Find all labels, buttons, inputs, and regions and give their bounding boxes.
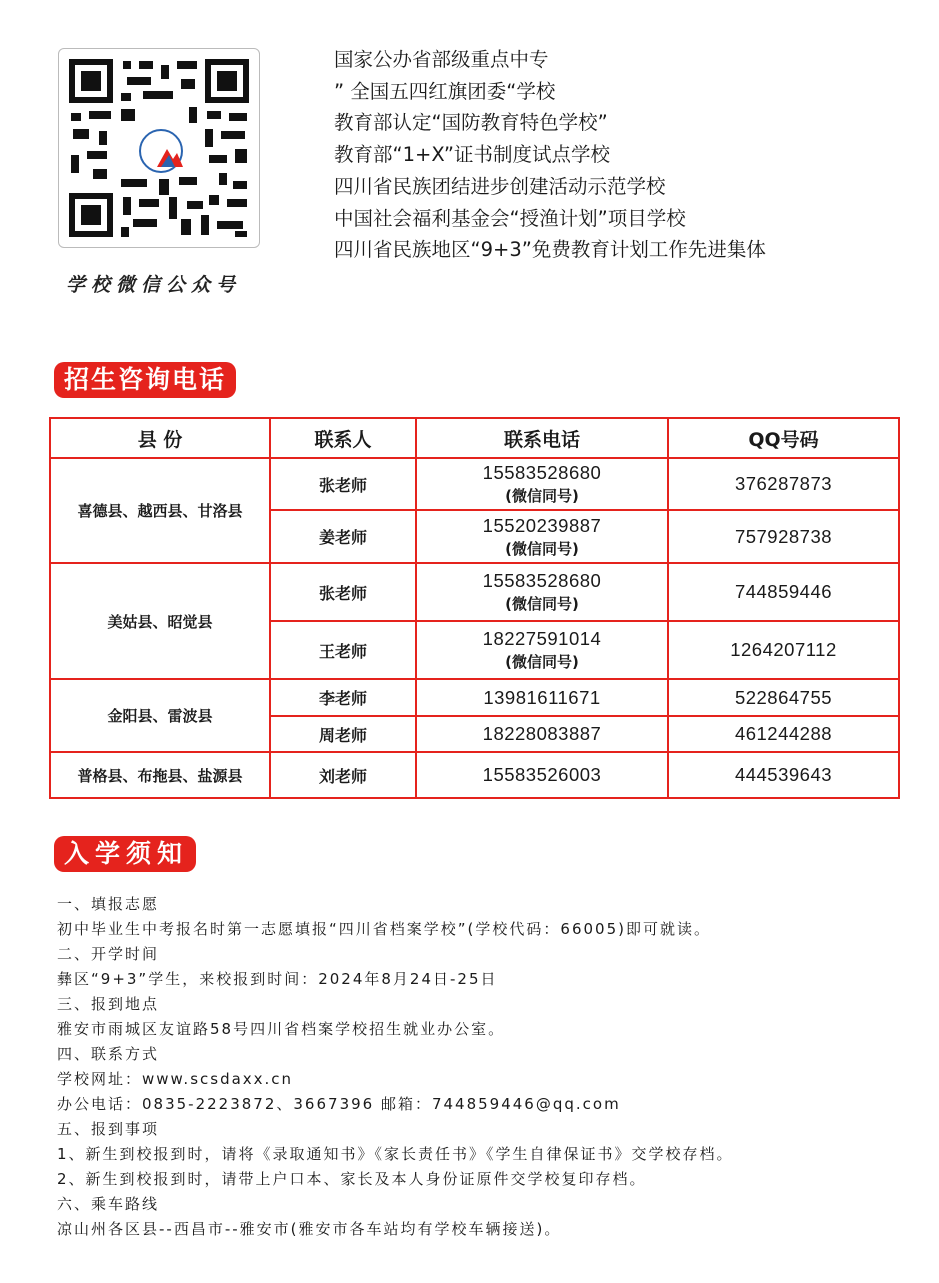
notice-heading: 二、开学时间 <box>57 945 160 963</box>
honor-item: 教育部“1+X”证书制度试点学校 <box>334 143 611 167</box>
honor-item: 中国社会福利基金会“授渔计划”项目学校 <box>334 206 686 230</box>
person-cell: 姜老师 <box>270 510 416 563</box>
county-cell: 普格县、布拖县、盐源县 <box>50 752 270 798</box>
honor-item: 教育部认定“国防教育特色学校” <box>334 111 608 135</box>
header-county: 县 份 <box>50 418 270 458</box>
school-honors-list <box>334 44 766 266</box>
person-cell: 张老师 <box>270 458 416 510</box>
notice-text: 2、新生到校报到时，请带上户口本、家长及本人身份证原件交学校复印存档。 <box>57 1170 647 1188</box>
qq-cell: 1264207112 <box>668 621 899 679</box>
phone-cell <box>416 510 668 563</box>
notice-text: 凉山州各区县--西昌市--雅安市(雅安市各车站均有学校车辆接送)。 <box>57 1220 562 1238</box>
qq-cell: 444539643 <box>668 752 899 798</box>
phone-number[interactable]: 18227591014 <box>482 628 602 649</box>
wechat-note: (微信同号) <box>505 487 579 505</box>
notice-text: 雅安市雨城区友谊路58号四川省档案学校招生就业办公室。 <box>57 1020 506 1038</box>
phone-cell <box>416 716 668 752</box>
school-logo-icon <box>139 129 183 173</box>
table-row <box>50 563 899 621</box>
phone-cell <box>416 752 668 798</box>
school-website-text[interactable]: 学校网址：www.scsdaxx.cn <box>57 1070 294 1088</box>
notice-text: 1、新生到校报到时，请将《录取通知书》《家长责任书》《学生自律保证书》交学校存档。 <box>57 1145 734 1163</box>
notice-heading: 四、联系方式 <box>57 1045 160 1063</box>
wechat-qr-code[interactable] <box>58 48 260 248</box>
notice-text: 初中毕业生中考报名时第一志愿填报“四川省档案学校”(学校代码：66005)即可就读。 <box>57 920 711 938</box>
notice-heading: 五、报到事项 <box>57 1120 160 1138</box>
phone-number[interactable]: 15583528680 <box>482 462 602 483</box>
phone-number[interactable]: 15583528680 <box>482 570 602 591</box>
qq-cell: 461244288 <box>668 716 899 752</box>
phone-cell <box>416 621 668 679</box>
person-cell: 刘老师 <box>270 752 416 798</box>
phone-number[interactable]: 18228083887 <box>482 723 602 744</box>
phone-cell <box>416 679 668 716</box>
qq-cell: 376287873 <box>668 458 899 510</box>
contact-table-wrapper <box>49 417 898 799</box>
header-qq: QQ号码 <box>668 418 899 458</box>
phone-number[interactable]: 13981611671 <box>483 686 601 708</box>
contact-table <box>49 417 900 799</box>
honor-item: ” 全国五四红旗团委“学校 <box>334 79 556 103</box>
qq-cell: 757928738 <box>668 510 899 563</box>
table-header-row <box>50 418 899 458</box>
notice-heading: 六、乘车路线 <box>57 1195 160 1213</box>
county-cell: 金阳县、雷波县 <box>50 679 270 752</box>
qr-caption: 学校微信公众号 <box>66 274 242 296</box>
honor-item: 国家公办省部级重点中专 <box>334 48 549 71</box>
phone-number[interactable]: 15520239887 <box>482 514 602 536</box>
person-cell: 李老师 <box>270 679 416 716</box>
notice-heading: 一、填报志愿 <box>57 895 160 913</box>
wechat-note: (微信同号) <box>505 539 579 558</box>
notice-section-title: 入学须知 <box>54 836 196 872</box>
county-cell: 美姑县、昭觉县 <box>50 563 270 679</box>
table-row <box>50 679 899 716</box>
notice-heading: 三、报到地点 <box>57 995 160 1013</box>
person-cell: 王老师 <box>270 621 416 679</box>
qq-cell: 522864755 <box>668 679 899 716</box>
header-phone: 联系电话 <box>416 418 668 458</box>
table-row <box>50 752 899 798</box>
county-cell: 喜德县、越西县、甘洛县 <box>50 458 270 563</box>
table-row <box>50 458 899 510</box>
contact-section-title: 招生咨询电话 <box>54 362 236 398</box>
person-cell: 张老师 <box>270 563 416 621</box>
office-contact-text[interactable]: 办公电话：0835-2223872、3667396 邮箱：744859446@qq.com <box>57 1095 621 1113</box>
wechat-note: (微信同号) <box>505 653 579 671</box>
honor-item: 四川省民族地区“9+3”免费教育计划工作先进集体 <box>334 238 766 262</box>
honor-item: 四川省民族团结进步创建活动示范学校 <box>334 174 666 198</box>
phone-cell <box>416 563 668 621</box>
qq-cell: 744859446 <box>668 563 899 621</box>
enrollment-notice <box>57 892 734 1242</box>
header-contact-person: 联系人 <box>270 418 416 458</box>
notice-text: 彝区“9+3”学生，来校报到时间：2024年8月24日-25日 <box>57 970 498 988</box>
phone-cell <box>416 458 668 510</box>
person-cell: 周老师 <box>270 716 416 752</box>
phone-number[interactable]: 15583526003 <box>482 764 602 785</box>
wechat-note: (微信同号) <box>505 595 579 613</box>
